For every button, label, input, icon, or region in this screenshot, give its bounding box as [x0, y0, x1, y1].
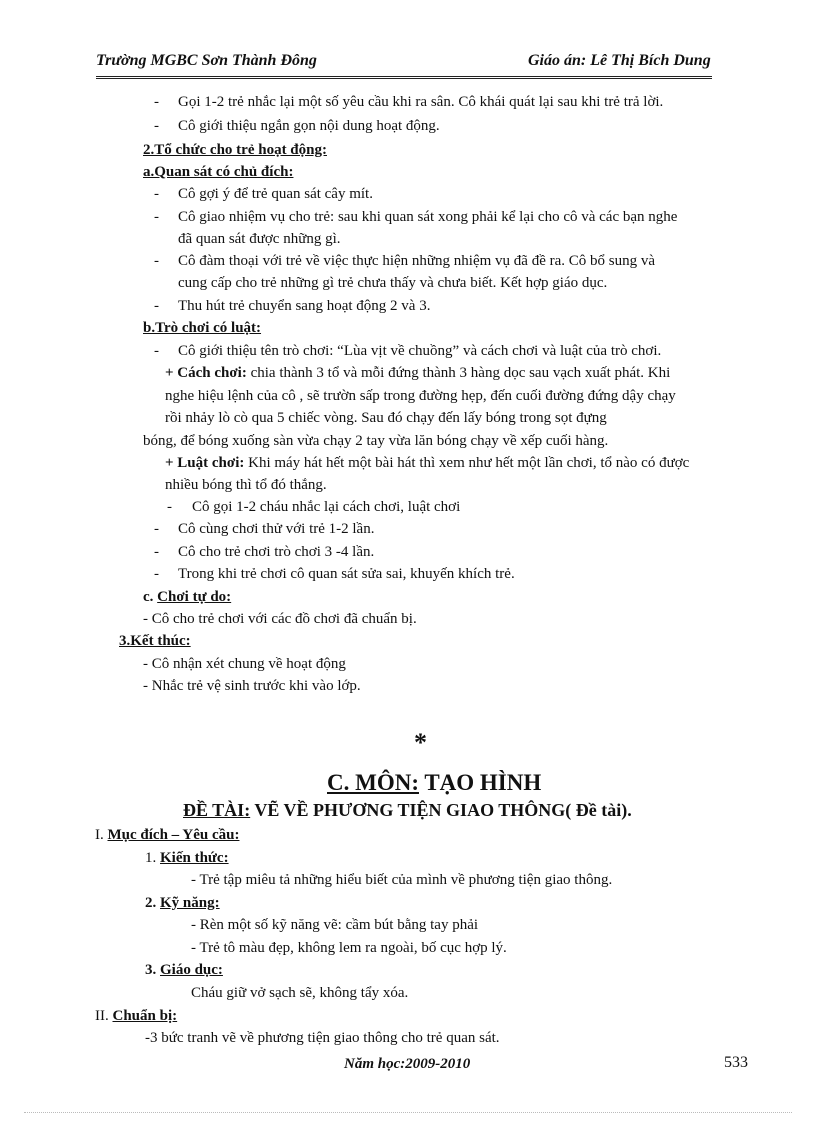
bullet-dash: -: [154, 544, 159, 560]
line-a1: Cô gợi ý để trẻ quan sát cây mít.: [178, 186, 373, 202]
education-title: Giáo dục:: [160, 962, 223, 978]
line-b3a: [165, 454, 689, 472]
line-intro-activity: Cô giới thiệu ngắn gọn nội dung hoạt động.: [178, 118, 440, 134]
section-i-heading: [95, 826, 239, 844]
section-ii-number: II.: [95, 1008, 113, 1024]
how-to-play-label: + Cách chơi:: [165, 365, 247, 381]
section-3-heading: 3.Kết thúc:: [119, 633, 191, 649]
footer-school-year: Năm học:2009-2010: [344, 1056, 471, 1072]
education-number: 3.: [145, 962, 160, 978]
line-b2a: [165, 364, 670, 382]
knowledge-heading: [145, 849, 229, 867]
skills-text-1: - Rèn một số kỹ năng vẽ: cầm bút bằng tay phải: [191, 917, 479, 933]
subject-label: C. MÔN:: [327, 770, 419, 795]
skills-heading: [145, 894, 220, 912]
line-a3a: Cô đàm thoại với trẻ về việc thực hiện những nhiệm vụ đã đề ra. Cô bổ sung và: [178, 253, 656, 269]
line-b6: Cô cho trẻ chơi trò chơi 3 -4 lần.: [178, 544, 375, 560]
bullet-dash: -: [154, 253, 159, 269]
section-i-number: I.: [95, 827, 108, 843]
header-teacher: Giáo án: Lê Thị Bích Dung: [528, 52, 711, 69]
header-divider: [96, 76, 712, 79]
topic-text: VẼ VỀ PHƯƠNG TIỆN GIAO THÔNG( Đề tài).: [250, 800, 632, 820]
line-k2: - Nhắc trẻ vệ sinh trước khi vào lớp.: [143, 678, 361, 694]
separator-star: *: [414, 728, 427, 757]
section-ii-title: Chuẩn bị:: [112, 1008, 178, 1024]
section-2-heading: 2.Tổ chức cho trẻ hoạt động:: [143, 142, 327, 158]
line-c1: - Cô cho trẻ chơi với các đồ chơi đã chuẩn bị.: [143, 611, 417, 627]
bullet-dash: -: [154, 298, 159, 314]
knowledge-title: Kiến thức:: [160, 850, 229, 866]
knowledge-number: 1.: [145, 850, 160, 866]
bottom-dotted-divider: [24, 1112, 792, 1113]
header-school: Trường MGBC Sơn Thành Đông: [96, 52, 317, 69]
line-b3b: nhiều bóng thì tổ đó thắng.: [165, 477, 327, 493]
line-a4: Thu hút trẻ chuyển sang hoạt động 2 và 3.: [178, 298, 431, 314]
page-number: 533: [724, 1054, 748, 1071]
skills-title: Kỹ năng:: [160, 895, 220, 911]
bullet-dash: -: [154, 94, 159, 110]
bullet-dash: -: [154, 118, 159, 134]
knowledge-text: - Trẻ tập miêu tả những hiểu biết của mình về phương tiện giao thông.: [191, 872, 613, 888]
lesson-subject-title: [327, 770, 541, 796]
preparation-text: -3 bức tranh vẽ về phương tiện giao thông cho trẻ quan sát.: [145, 1030, 500, 1046]
bullet-dash: -: [154, 209, 159, 225]
how-to-play-text: chia thành 3 tổ và mỗi đứng thành 3 hàng dọc sau vạch xuất phát. Khi: [246, 365, 671, 381]
section-c-prefix: c.: [143, 589, 154, 605]
section-b-heading: b.Trò chơi có luật:: [143, 320, 262, 336]
line-b2d: bóng, để bóng xuống sàn vừa chạy 2 tay vừa lăn bóng chạy về xếp cuối hàng.: [143, 433, 609, 449]
line-b5: Cô cùng chơi thử với trẻ 1-2 lần.: [178, 521, 375, 537]
section-c-heading: [143, 588, 231, 606]
line-b1: Cô giới thiệu tên trò chơi: “Lùa vịt về chuồng” và cách chơi và luật của trò chơi.: [178, 343, 662, 359]
education-heading: [145, 961, 223, 979]
subject-name: TẠO HÌNH: [418, 770, 542, 795]
education-text: Cháu giữ vở sạch sẽ, không tẩy xóa.: [191, 985, 409, 1001]
section-ii-heading: [95, 1007, 177, 1025]
bullet-dash: -: [154, 521, 159, 537]
bullet-dash: -: [167, 499, 172, 515]
line-b7: Trong khi trẻ chơi cô quan sát sửa sai, khuyến khích trẻ.: [178, 566, 515, 582]
line-b2b: nghe hiệu lệnh của cô , sẽ trườn sấp trong đường hẹp, đến cuối đường đứng dậy chạy: [165, 388, 676, 404]
section-c-title: Chơi tự do:: [157, 589, 232, 605]
bullet-dash: -: [154, 343, 159, 359]
section-i-title: Mục đích – Yêu cầu:: [107, 827, 240, 843]
line-a3b: cung cấp cho trẻ những gì trẻ chưa thấy và chưa biết. Kết hợp giáo dục.: [178, 275, 608, 291]
bullet-dash: -: [154, 566, 159, 582]
lesson-topic: [183, 800, 632, 821]
rules-text: Khi máy hát hết một bài hát thì xem như hết một lần chơi, tổ nào có được: [244, 455, 690, 471]
line-k1: - Cô nhận xét chung về hoạt động: [143, 656, 346, 672]
line-b4: Cô gọi 1-2 cháu nhắc lại cách chơi, luật chơi: [192, 499, 461, 515]
bullet-dash: -: [154, 186, 159, 202]
rules-label: + Luật chơi:: [165, 455, 245, 471]
section-a-heading: a.Quan sát có chủ đích:: [143, 164, 294, 180]
line-recall-rules: Gọi 1-2 trẻ nhắc lại một số yêu cầu khi ra sân. Cô khái quát lại sau khi trẻ trả lời.: [178, 94, 664, 110]
skills-text-2: - Trẻ tô màu đẹp, không lem ra ngoài, bố cục hợp lý.: [191, 940, 507, 956]
skills-number: 2.: [145, 895, 160, 911]
line-a2a: Cô giao nhiệm vụ cho trẻ: sau khi quan sát xong phải kể lại cho cô và các bạn nghe: [178, 209, 678, 225]
topic-label: ĐỀ TÀI:: [183, 800, 251, 820]
line-b2c: rồi nhảy lò cò qua 5 chiếc vòng. Sau đó chạy đến lấy bóng trong sọt đựng: [165, 410, 607, 426]
line-a2b: đã quan sát được những gì.: [178, 231, 341, 247]
